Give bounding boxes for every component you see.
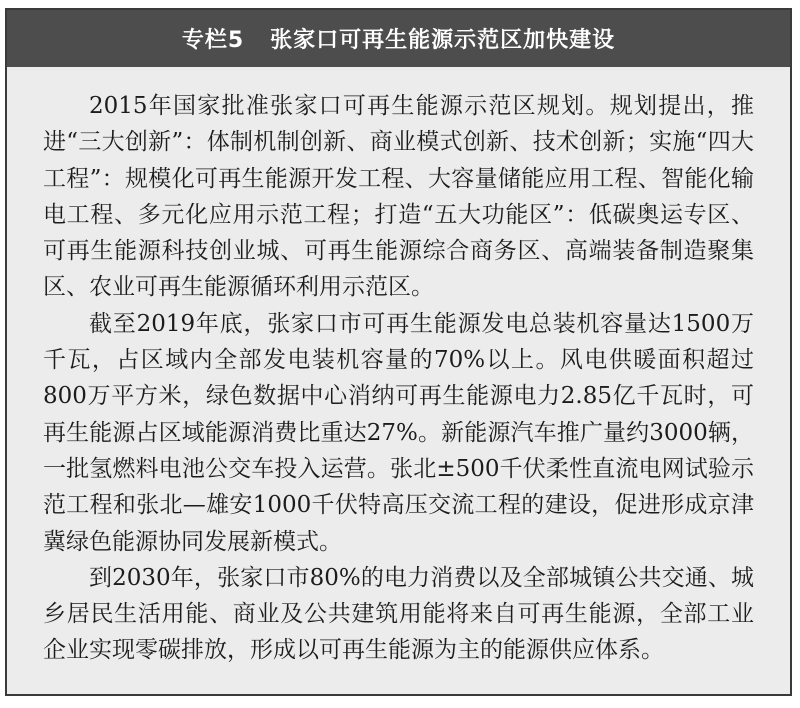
- column-box: [5, 8, 792, 696]
- column-body: [43, 88, 754, 669]
- column-title-line: [182, 23, 615, 54]
- paragraph-2: 截至2019年底，张家口市可再生能源发电总装机容量达1500万千瓦，占区域内全部发电装机容量的70%以上。风电供暖面积超过800万平方米，绿色数据中心消纳可再生能源电力2.85亿千瓦时，可再生能源占区域能源消费比重达27%。新能源汽车推广量约3000辆，一批氢燃料电池公交车投入运营。张北±500千伏柔性直流电网试验示范工程和张北—雄安1000千伏特高压交流工程的建设，促进形成京津冀绿色能源协同发展新模式。: [43, 310, 754, 555]
- column-header: [7, 10, 790, 67]
- column-label: 专栏5: [181, 28, 245, 53]
- paragraph-1: 2015年国家批准张家口可再生能源示范区规划。规划提出，推进“三大创新”：体制机制创新、商业模式创新、技术创新；实施“四大工程”：规模化可再生能源开发工程、大容量储能应用工程、智能化输电工程、多元化应用示范工程；打造“五大功能区”：低碳奥运专区、可再生能源科技创业城、可再生能源综合商务区、高端装备制造聚集区、农业可再生能源循环利用示范区。: [43, 93, 754, 301]
- column-title: 张家口可再生能源示范区加快建设: [270, 28, 616, 53]
- paragraph-3: 到2030年，张家口市80%的电力消费以及全部城镇公共交通、城乡居民生活用能、商业及公共建筑用能将来自可再生能源，全部工业企业实现零碳排放，形成以可再生能源为主的能源供应体系。: [43, 564, 754, 664]
